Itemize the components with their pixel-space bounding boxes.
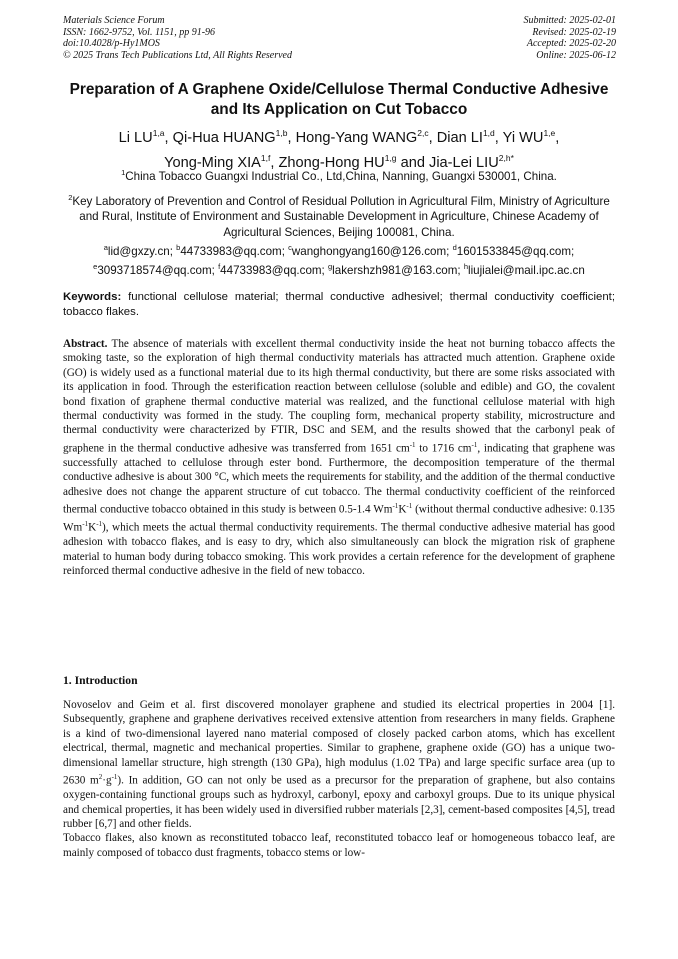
author-name: Zhong-Hong HU xyxy=(278,154,385,171)
paragraph: Novoselov and Geim et al. first discovered monolayer graphene and studied its electrical properties in 2004 [1]. Subsequently, graphene and graphene derivatives received extensive attention from researchers in many fields. Graphene is a kind of two-dimensional layered nano material composed of closely packed carbon atoms, which has excellent electrical, thermal, magnetic and mechanical properties. Similar to graphene, graphene oxide (GO) has a unique two-dimensional lamellar structure, high strength (130 GPa), high modulus (1.02 TPa) and large specific surface area (up to 2630 $m^2\cdot g^{-1}$). In addition, GO can not only be used as a precursor for the preparation of graphene, but also contains oxygen-containing functional groups such as hydroxyl, carbonyl, epoxy and carboxyl groups. Due to its unique physical and chemical properties, it has been widely used in diversified rubber materials [2,3], cement-based composites [4,5], tread rubber [6,7] and other fields. xyxy=(63,699,615,830)
author-affiliation-mark: 1,b xyxy=(275,128,288,138)
submitted-date: Submitted: 2025-02-01 xyxy=(523,15,616,26)
author-affiliation-mark: 1,d xyxy=(482,128,495,138)
email-address: lakershzh981@163.com xyxy=(332,264,458,278)
email-address: 44733983@qq.com xyxy=(180,244,282,258)
email-address: wanghongyang160@126.com xyxy=(291,244,447,258)
keywords xyxy=(63,290,615,319)
affiliation-2: $^2$Key Laboratory of Prevention and Control of Residual Pollution in Agricultural Film, Ministry of Agriculture and Rural, Institute of Environment and Sustainable Development in Agriculture, Chinese Academy of Agricultural Sciences, Beijing 100081, China. xyxy=(68,193,610,239)
author-name: Jia-Lei LIU xyxy=(429,154,499,171)
email-list: $^a$lid@gxzy.cn; $^b$44733983@qq.com; $^c$wanghongyang160@126.com; $^d$1601533845@qq.com; $^e$3093718574@qq.com; $^f$44733983@qq.com; $^g$lakershzh981@163.com; $^h$liujialei@mail.ipc.ac.cn xyxy=(93,243,585,278)
author-name: Qi-Hua HUANG xyxy=(172,129,276,146)
paragraph: Tobacco flakes, also known as reconstituted tobacco leaf, reconstituted tobacco leaf or homogeneous tobacco leaf, are mainly composed of tobacco dust fragments, tobacco stems or low- xyxy=(63,832,615,859)
author-list: Li LU$^{1,a}$, Qi-Hua HUANG$^{1,b}$, Hong-Yang WANG$^{2,c}$, Dian LI$^{1,d}$, Yi WU$^{1,e}$, Yong-Ming XIA$^{1,f}$, Zhong-Hong HU$^{1,g}$ and Jia-Lei $LIU^{2,h*}$ xyxy=(118,128,560,171)
accepted-date: Accepted: 2025-02-20 xyxy=(526,38,616,50)
abstract-label: Abstract. xyxy=(63,338,108,350)
revised-date: Revised: 2025-02-19 xyxy=(532,26,616,38)
author-affiliation-mark: 1,e xyxy=(543,128,556,138)
email-address: lid@gxzy.cn xyxy=(107,244,170,258)
author-affiliation-mark: 1,g xyxy=(384,152,397,163)
author-name: Yong-Ming XIA xyxy=(164,154,261,171)
email-address: liujialei@mail.ipc.ac.cn xyxy=(468,264,585,278)
email-address: 3093718574@qq.com xyxy=(97,264,212,278)
email-address: 1601533845@qq.com xyxy=(456,244,572,258)
affiliation-1: $^1$China Tobacco Guangxi Industrial Co., Ltd,China, Nanning, Guangxi 530001, China. xyxy=(121,168,557,183)
author-name: Yi WU xyxy=(502,129,544,146)
author-affiliation-mark: 1,a xyxy=(152,128,165,138)
author-name: Hong-Yang WANG xyxy=(295,129,418,146)
doi-line: doi:10.4028/p-Hy1MOS xyxy=(63,38,160,50)
journal-name: Materials Science Forum xyxy=(63,15,165,26)
author-name: Dian LI xyxy=(436,129,483,146)
journal-info xyxy=(63,15,292,61)
introduction-body xyxy=(63,698,615,860)
keywords-label: Keywords: xyxy=(63,291,122,303)
author-name: Li LU xyxy=(118,129,153,146)
abstract: Abstract. The absence of materials with excellent thermal conductivity inside the heat not burning tobacco affects the smoking taste, so the exploration of high thermal conductivity materials has attracted much attention. Graphene oxide (GO) is widely used as a functional material due to its high thermal conductivity, but there are some risks associated with its application in food. Through the esterification reaction between cellulose (soluble and edible) and GO, the covalent bond fixation of graphene thermal conductive material was realized, and the functional cellulose material with high thermal conductivity was formed in the study. The coupling form, mechanical property stability, microstructure and thermal conductivity were characterized by FTIR, DSC and SEM, and the results showed that the carbonyl peak of graphene in the thermal conductive adhesive was transferred from 1651 $cm^{-1}$ to 1716 $cm^{-1}$, indicating that graphene was successfully attached to cellulose through ester bond. Furthermore, the decomposition temperature of the thermal conductive adhesive is about 300 °C, which meets the requirements for stability, and the addition of the thermal conductive adhesive does not change the apparent structure of cut tobacco. The thermal conductivity coefficient of the reinforced thermal conductive tobacco obtained in this study is between 0.5-1.4 $Wm^{-1}K^{-1}$ (without thermal conductive adhesive: 0.135 $Wm^{-1}K^{-1}$), which meets the actual thermal conductivity requirements. The thermal conductive adhesive material has good adhesion with tobacco flakes, and is easy to dry, which also simultaneously can block the migration risk of graphene material to human body during tobacco smoking. This work provides a certain reference for the development of graphene reinforced thermal conductive adhesive in the field of new tobacco. xyxy=(63,338,615,578)
author-affiliation-mark: 2,c xyxy=(417,128,429,138)
online-date: Online: 2025-06-12 xyxy=(536,49,616,61)
author-affiliation-mark: 1,f xyxy=(260,152,271,163)
issn-line: ISSN: 1662-9752, Vol. 1151, pp 91-96 xyxy=(63,26,216,38)
paper-title: Preparation of A Graphene Oxide/Cellulose Thermal Conductive Adhesive and Its Application on Cut Tobacco xyxy=(69,81,609,118)
email-address: 44733983@qq.com xyxy=(220,264,322,278)
copyright-line: © 2025 Trans Tech Publications Ltd, All Rights Reserved xyxy=(63,49,292,61)
submission-dates xyxy=(524,15,617,61)
section-heading: 1. Introduction xyxy=(63,674,138,687)
keywords-text: functional cellulose material; thermal conductive adhesivel; thermal conductivity coefficient; tobacco flakes. xyxy=(63,291,615,318)
author-affiliation-mark: 2,h* xyxy=(498,152,514,163)
